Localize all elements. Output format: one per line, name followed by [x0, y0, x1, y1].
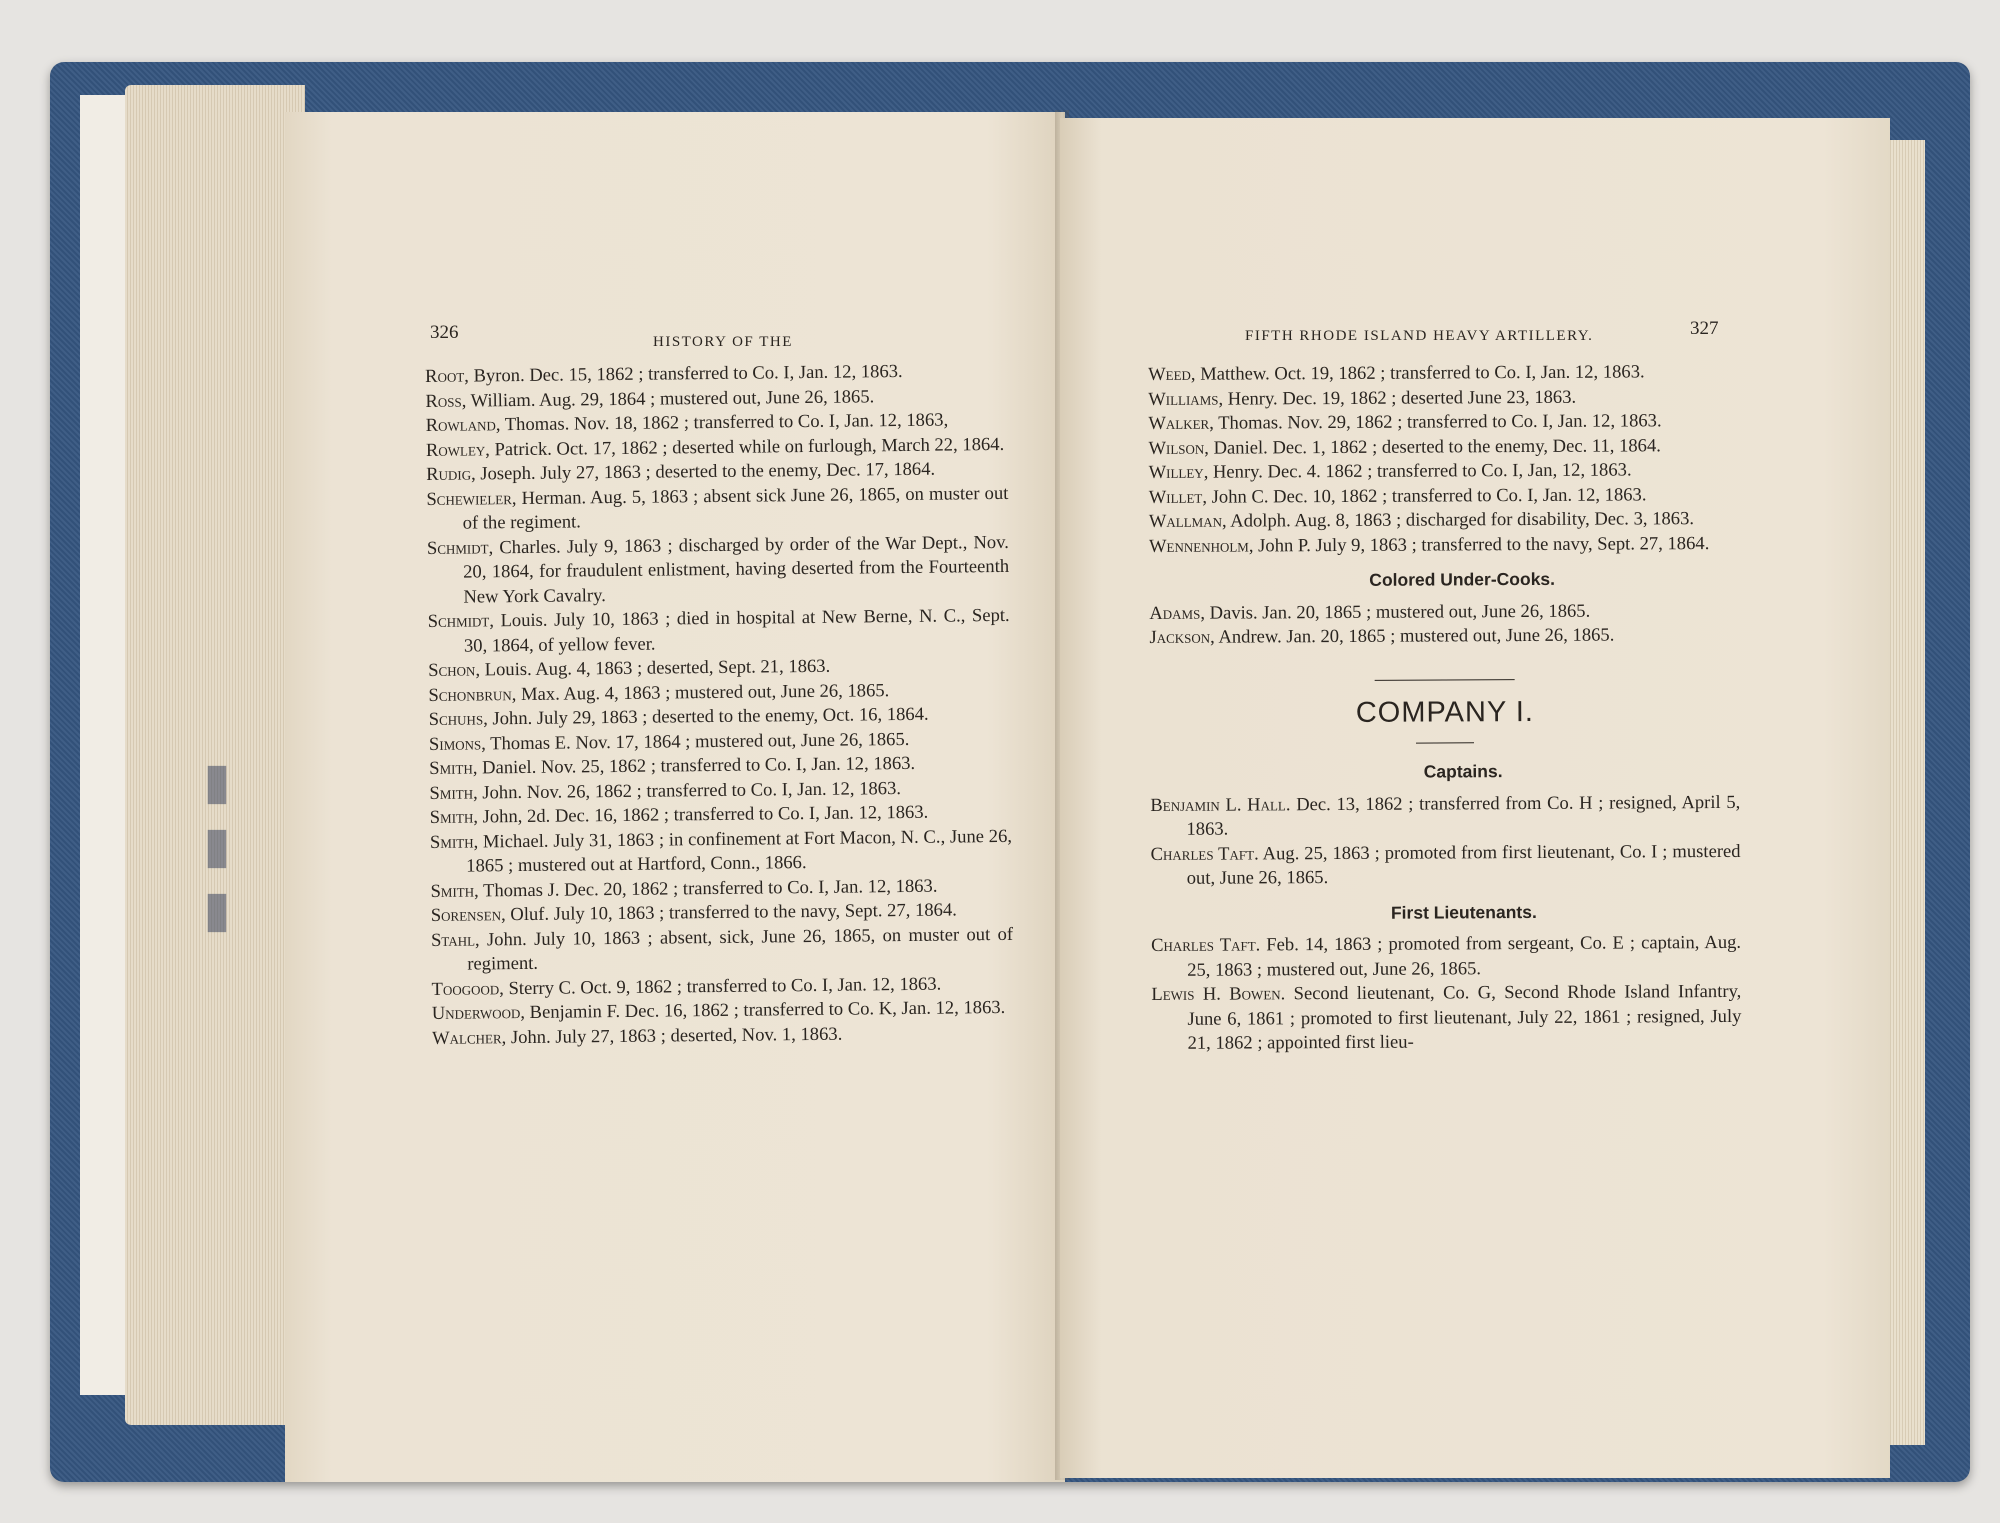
roster-entry: Simons, Thomas E. Nov. 17, 1864 ; mustered out, June 26, 1865. [428, 728, 910, 755]
page-number-right: 327 [1690, 318, 1719, 339]
roster-entry: Adams, Davis. Jan. 20, 1865 ; mustered out, June 26, 1865. [1149, 600, 1591, 624]
roster-entry: Root, Byron. Dec. 15, 1862 ; transferred to Co. I, Jan. 12, 1863. [425, 360, 903, 387]
section-heading-undercooks: Colored Under-Cooks. [1369, 568, 1556, 590]
roster-entry: Rowland, Thomas. Nov. 18, 1862 ; transferred to Co. I, Jan. 12, 1863, [425, 409, 949, 436]
section-heading-lieutenants: First Lieutenants. [1390, 901, 1537, 923]
roster-entry: Rowley, Patrick. Oct. 17, 1862 ; deserted while on furlough, March 22, 1864. [425, 433, 1005, 461]
roster-entry: Williams, Henry. Dec. 19, 1862 ; deserted June 23, 1863. [1148, 386, 1577, 410]
divider-rule [1375, 679, 1515, 681]
roster-entry: Smith, Michael. July 31, 1863 ; in confinement at Fort Macon, N. C., June 26, 1865 ; mustered out at Hartford, Conn., 1866. [429, 825, 1013, 877]
roster-entry: Rudig, Joseph. July 27, 1863 ; deserted to the enemy, Dec. 17, 1864. [426, 458, 936, 485]
roster-entry: Smith, Thomas J. Dec. 20, 1862 ; transferred to Co. I, Jan. 12, 1863. [430, 875, 938, 902]
roster-entry: Underwood, Benjamin F. Dec. 16, 1862 ; transferred to Co. K, Jan. 12, 1863. [431, 996, 1006, 1024]
roster-entry: Smith, John. Nov. 26, 1862 ; transferred to Co. I, Jan. 12, 1863. [429, 777, 902, 804]
roster-entry: Charles Taft. Feb. 14, 1863 ; promoted from sergeant, Co. E ; captain, Aug. 25, 1863 ; mustered out, June 26, 1865. [1150, 931, 1742, 981]
page-number-left: 326 [430, 322, 459, 343]
roster-entry: Willet, John C. Dec. 10, 1862 ; transferred to Co. I, Jan. 12, 1863. [1148, 483, 1647, 508]
roster-entry: Toogood, Sterry C. Oct. 9, 1862 ; transferred to Co. I, Jan. 12, 1863. [431, 973, 942, 1000]
roster-entry: Benjamin L. Hall. Dec. 13, 1862 ; transferred from Co. H ; resigned, April 5, 1863. [1150, 791, 1741, 840]
roster-entry: Smith, Daniel. Nov. 25, 1862 ; transferred to Co. I, Jan. 12, 1863. [429, 752, 916, 779]
left-page [285, 112, 1065, 1482]
roster-entry: Wennenholm, John P. July 9, 1863 ; transferred to the navy, Sept. 27, 1864. [1148, 532, 1710, 557]
roster-entry: Schonbrun, Max. Aug. 4, 1863 ; mustered out, June 26, 1865. [428, 679, 890, 706]
roster-entry: Schewieler, Herman. Aug. 5, 1863 ; absent sick June 26, 1865, on muster out of the regiment. [426, 482, 1009, 534]
roster-entry: Willey, Henry. Dec. 4. 1862 ; transferred to Co. I, Jan, 12, 1863. [1148, 459, 1632, 483]
roster-entry: Wallman, Adolph. Aug. 8, 1863 ; discharged for disability, Dec. 3, 1863. [1148, 508, 1695, 532]
section-heading-captains: Captains. [1423, 761, 1503, 782]
running-head-right: FIFTH RHODE ISLAND HEAVY ARTILLERY. [1245, 328, 1594, 344]
roster-right [1148, 360, 1742, 1057]
roster-entry: Schmidt, Louis. July 10, 1863 ; died in hospital at New Berne, N. C., Sept. 30, 1864, of yellow fever. [427, 604, 1010, 657]
roster-entry: Lewis H. Bowen. Second lieutenant, Co. G, Second Rhode Island Infantry, June 6, 1861 ; promoted to first lieutenant, July 22, 1861 ; resigned, July 21, 1862 ; appointed first lieu- [1151, 980, 1742, 1054]
running-head-left: HISTORY OF THE [653, 334, 793, 350]
roster-left [425, 359, 1014, 1051]
roster-entry: Weed, Matthew. Oct. 19, 1862 ; transferred to Co. I, Jan. 12, 1863. [1148, 361, 1645, 385]
roster-entry: Smith, John, 2d. Dec. 16, 1862 ; transferred to Co. I, Jan. 12, 1863. [429, 801, 929, 828]
right-page [1060, 118, 1890, 1478]
roster-entry: Walker, Thomas. Nov. 29, 1862 ; transferred to Co. I, Jan. 12, 1863. [1148, 410, 1662, 434]
roster-entry: Wilson, Daniel. Dec. 1, 1862 ; deserted to the enemy, Dec. 11, 1864. [1148, 434, 1661, 459]
divider-rule-short [1416, 742, 1474, 743]
roster-entry: Jackson, Andrew. Jan. 20, 1865 ; mustered out, June 26, 1865. [1149, 624, 1615, 648]
roster-entry: Schon, Louis. Aug. 4, 1863 ; deserted, Sept. 21, 1863. [428, 655, 831, 681]
roster-entry: Schuhs, John. July 29, 1863 ; deserted to the enemy, Oct. 16, 1864. [428, 703, 929, 730]
roster-entry: Sorensen, Oluf. July 10, 1863 ; transferred to the navy, Sept. 27, 1864. [430, 899, 957, 926]
roster-entry: Stahl, John. July 10, 1863 ; absent, sick, June 26, 1865, on muster out of regiment. [430, 923, 1014, 975]
company-title: COMPANY I. [1355, 695, 1534, 729]
roster-entry: Charles Taft. Aug. 25, 1863 ; promoted from first lieutenant, Co. I ; mustered out, June 26, 1865. [1150, 840, 1741, 889]
roster-entry: Ross, William. Aug. 29, 1864 ; mustered out, June 26, 1865. [425, 385, 875, 412]
roster-entry: Schmidt, Charles. July 9, 1863 ; discharged by order of the War Dept., Nov. 20, 1864, for fraudulent enlistment, having deserted from the Fourteenth New York Cavalry. [426, 531, 1010, 608]
library-stamp: ▮▮▮ [188, 754, 246, 946]
roster-entry: Walcher, John. July 27, 1863 ; deserted, Nov. 1, 1863. [431, 1023, 843, 1049]
